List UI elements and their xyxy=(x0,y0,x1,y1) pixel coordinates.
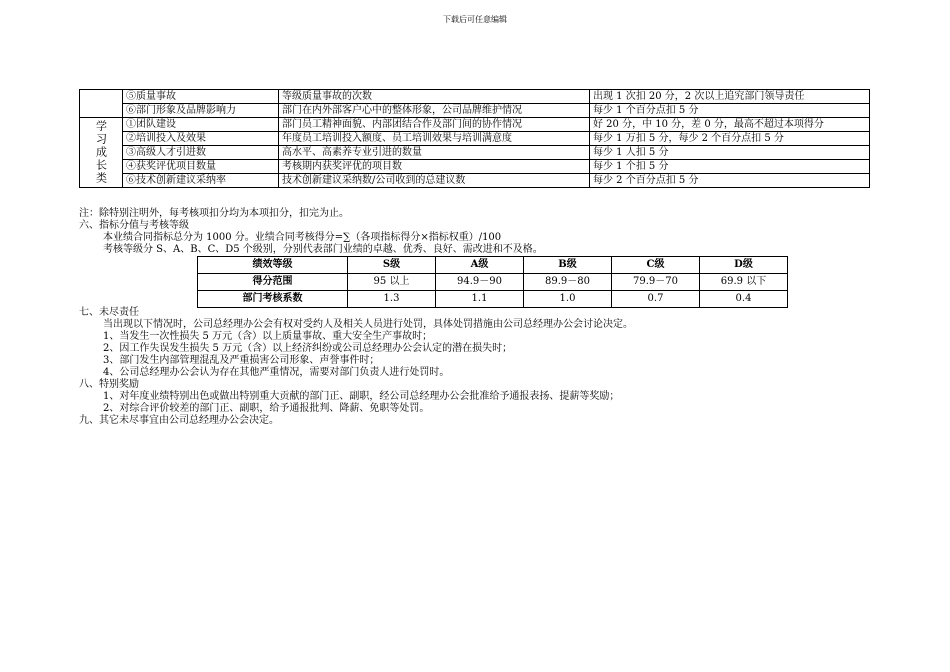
grade-header-row xyxy=(198,257,788,274)
sections-block xyxy=(79,307,899,427)
range-cell: 89.9－80 xyxy=(524,274,612,291)
item-cell: ⑤质量事故 xyxy=(123,90,279,104)
scoring-cell: 好 20 分，中 10 分，差 0 分，最高不超过本项得分 xyxy=(590,118,870,132)
item-cell: ④获奖评优项目数量 xyxy=(123,160,279,174)
scoring-cell: 出现 1 次扣 20 分，2 次以上追究部门领导责任 xyxy=(590,90,870,104)
grade-header: C级 xyxy=(612,257,700,274)
header-note: 下载后可任意编辑 xyxy=(443,15,507,24)
table-row xyxy=(80,90,870,104)
table-row xyxy=(80,104,870,118)
standard-cell: 年度员工培训投入额度、员工培训效果与培训满意度 xyxy=(279,132,590,146)
grade-header: A级 xyxy=(436,257,524,274)
section-8-item: 2、对综合评价较差的部门正、副职，给予通报批判、降薪、免职等处罚。 xyxy=(103,403,430,414)
range-cell: 79.9－70 xyxy=(612,274,700,291)
scoring-cell: 每少 1 人扣 5 分 xyxy=(590,146,870,160)
notes-section xyxy=(79,208,899,256)
grade-range-row xyxy=(198,274,788,291)
item-cell: ①团队建设 xyxy=(123,118,279,132)
table-row xyxy=(80,118,870,132)
coef-cell: 0.7 xyxy=(612,291,700,308)
table-row xyxy=(80,146,870,160)
grade-coef-row xyxy=(198,291,788,308)
section-6-title: 六、指标分值与考核等级 xyxy=(79,220,189,231)
section-7-item: 4、公司总经理办公会认为存在其他严重情况，需要对部门负责人进行处罚时。 xyxy=(103,367,450,378)
scoring-cell: 每少 2 个百分点扣 5 分 xyxy=(590,174,870,188)
grade-header: S级 xyxy=(348,257,436,274)
item-cell: ⑥技术创新建议采纳率 xyxy=(123,174,279,188)
section-6-line: 本业绩合同指标总分为 1000 分。业绩合同考核得分=∑（各项指标得分×指标权重）/100 xyxy=(103,232,502,243)
coef-label: 部门考核系数 xyxy=(198,291,348,308)
grade-header: D级 xyxy=(700,257,788,274)
section-7-title: 七、未尽责任 xyxy=(79,307,139,318)
section-6-line: 考核等级分 S、A、B、C、D5 个级别，分别代表部门业绩的卓越、优秀、良好、需改进和不及格。 xyxy=(103,244,543,255)
scoring-cell: 每少 1 个扣 5 分 xyxy=(590,160,870,174)
standard-cell: 部门在内外部客户心中的整体形象，公司品牌维护情况 xyxy=(279,104,590,118)
standard-cell: 考核期内获奖评优的项目数 xyxy=(279,160,590,174)
section-7-item: 3、部门发生内部管理混乱及严重损害公司形象、声誉事件时； xyxy=(103,355,380,366)
standard-cell: 高水平、高素养专业引进的数量 xyxy=(279,146,590,160)
coef-cell: 1.3 xyxy=(348,291,436,308)
standard-cell: 等级质量事故的次数 xyxy=(279,90,590,104)
standard-cell: 技术创新建议采纳数/公司收到的总建议数 xyxy=(279,174,590,188)
scoring-cell: 每少 1 万扣 5 分，每少 2 个百分点扣 5 分 xyxy=(590,132,870,146)
coef-cell: 0.4 xyxy=(700,291,788,308)
grade-table xyxy=(197,256,788,308)
item-cell: ③高级人才引进数 xyxy=(123,146,279,160)
section-8-item: 1、对年度业绩特别出色或做出特别重大贡献的部门正、副职，经公司总经理办公会批准给予通报表扬、提薪等奖励； xyxy=(103,391,620,402)
section-9: 九、其它未尽事宜由公司总经理办公会决定。 xyxy=(79,415,279,426)
range-label: 得分范围 xyxy=(198,274,348,291)
scoring-cell: 每少 1 个百分点扣 5 分 xyxy=(590,104,870,118)
range-cell: 95 以上 xyxy=(348,274,436,291)
item-cell: ⑥部门形象及品牌影响力 xyxy=(123,104,279,118)
category-cell-empty xyxy=(80,90,123,118)
item-cell: ②培训投入及效果 xyxy=(123,132,279,146)
category-cell: 学习成长类 xyxy=(80,118,123,188)
table-row xyxy=(80,160,870,174)
section-7-intro: 当出现以下情况时，公司总经理办公会有权对受约人及相关人员进行处罚，具体处罚措施由公司总经理办公会讨论决定。 xyxy=(103,319,633,330)
section-7-item: 1、当发生一次性损失 5 万元（含）以上质量事故、重大安全生产事故时； xyxy=(103,331,433,342)
range-cell: 94.9－90 xyxy=(436,274,524,291)
grade-header: 绩效等级 xyxy=(198,257,348,274)
coef-cell: 1.0 xyxy=(524,291,612,308)
section-7-item: 2、因工作失误发生损失 5 万元（含）以上经济纠纷或公司总经理办公会认定的潜在损失时； xyxy=(103,343,513,354)
range-cell: 69.9 以下 xyxy=(700,274,788,291)
grade-header: B级 xyxy=(524,257,612,274)
note-deduction: 注：除特别注明外，每考核项扣分均为本项扣分，扣完为止。 xyxy=(79,208,349,219)
table-row xyxy=(80,174,870,188)
coef-cell: 1.1 xyxy=(436,291,524,308)
table-row xyxy=(80,132,870,146)
section-8-title: 八、特别奖励 xyxy=(79,379,139,390)
standard-cell: 部门员工精神面貌、内部团结合作及部门间的协作情况 xyxy=(279,118,590,132)
kpi-table xyxy=(79,89,870,188)
